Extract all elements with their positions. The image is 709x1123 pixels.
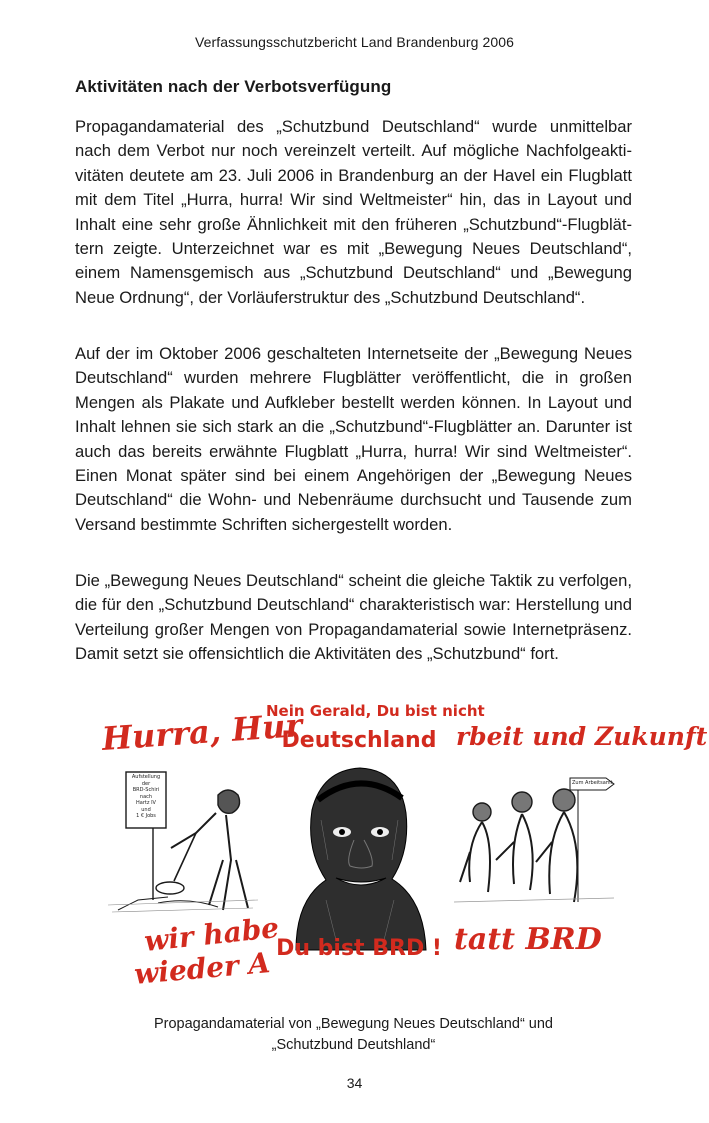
- sign-line: der: [141, 780, 151, 787]
- left-poster-bottom-line1: wir habe: [142, 911, 281, 958]
- left-poster-top-text: Hurra, Hur: [100, 706, 304, 758]
- right-poster: [452, 700, 708, 970]
- right-poster-sign-text: Zum Arbeitsamt: [572, 780, 613, 786]
- section-heading: Aktivitäten nach der Verbotsverfügung: [75, 77, 392, 96]
- running-title: Verfassungsschutzbericht Land Brandenburg 2006: [194, 34, 515, 50]
- sign-line: BRD-Schiri: [132, 787, 160, 793]
- page-number: 34: [346, 1075, 363, 1091]
- figure-caption: [75, 1014, 632, 1056]
- paragraph-3: Die „Bewegung Neues Deutschland“ scheint die gleiche Taktik zu verfolgen, die für den „Schutzbund Deutschland“ charakteristisch war: Herstellung und Verteilung großer Mengen von Propagandamaterial sowie Internetpräsenz. Damit setzt sie offensichtlich die Aktivitäten des „Schutzbund“ fort.: [75, 571, 632, 664]
- propaganda-figure: [98, 700, 708, 1000]
- center-poster-portrait: [266, 760, 452, 950]
- sign-line: Hartz IV: [136, 800, 156, 806]
- center-poster-top-line2: Deutschland: [281, 728, 437, 753]
- paragraph-1: Propagandamaterial des „Schutzbund Deutschland“ wurde unmittelbar nach dem Verbot nur noch vereinzelt verteilt. Auf mögliche Nachfolgeaktivitäten deutete am 23. Juli 2006 in Brandenburg an der Havel ein Flugblatt mit dem Titel „Hurra, hurra! Wir sind Weltmeister“ hin, das in Layout und Inhalt eine sehr große Ähnlichkeit mit den früheren „Schutzbund“-Flugblättern zeigte. Unterzeichnet war es mit „Bewegung Neues Deutschland“, einem Namensgemisch aus „Schutzbund Deutschland“ und „Bewegung Neue Ordnung“, der Vorläuferstruktur des „Schutzbund Deutschland“.: [75, 117, 632, 307]
- left-poster-sign: [127, 774, 165, 820]
- paragraph-2: Auf der im Oktober 2006 geschalteten Internetseite der „Bewegung Neues Deutschland“ wurden mehrere Flugblätter veröffentlicht, die in großen Mengen als Plakate und Aufkleber bestellt werden können. In Layout und Inhalt lehnen sie sich stark an die „Schutzbund“-Flugblätter an. Darunter ist auch das bereits erwähnte Flugblatt „Hurra, hurra! Wir sind Weltmeister“. Einen Monat später sind bei einem Angehörigen der „Bewegung Neues Deutschland“ die Wohn- und Nebenräume durchsucht und Tausende zum Versand bestimmte Schriften sichergestellt worden.: [75, 344, 632, 534]
- left-poster-bottom-line2: wieder A: [132, 946, 272, 991]
- right-poster-top-text: rbeit und Zukunft: [456, 722, 708, 751]
- sign-line: nach: [139, 793, 153, 800]
- center-poster-top-line1: Nein Gerald, Du bist nicht: [266, 702, 485, 720]
- caption-line-1: Propagandamaterial von „Bewegung Neues Deutschland“ und: [153, 1016, 553, 1032]
- sign-line: 1 € Jobs: [136, 813, 156, 819]
- center-poster: [266, 700, 485, 970]
- right-poster-illustration: [452, 762, 618, 942]
- center-poster-bottom-text: Du bist BRD !: [276, 936, 442, 961]
- sign-line: Aufstellung: [131, 774, 161, 780]
- caption-line-2: „Schutzbund Deutshland“: [271, 1037, 436, 1053]
- right-poster-bottom-text: tatt BRD: [454, 922, 602, 957]
- sign-line: und: [141, 806, 151, 813]
- left-poster: [98, 700, 304, 991]
